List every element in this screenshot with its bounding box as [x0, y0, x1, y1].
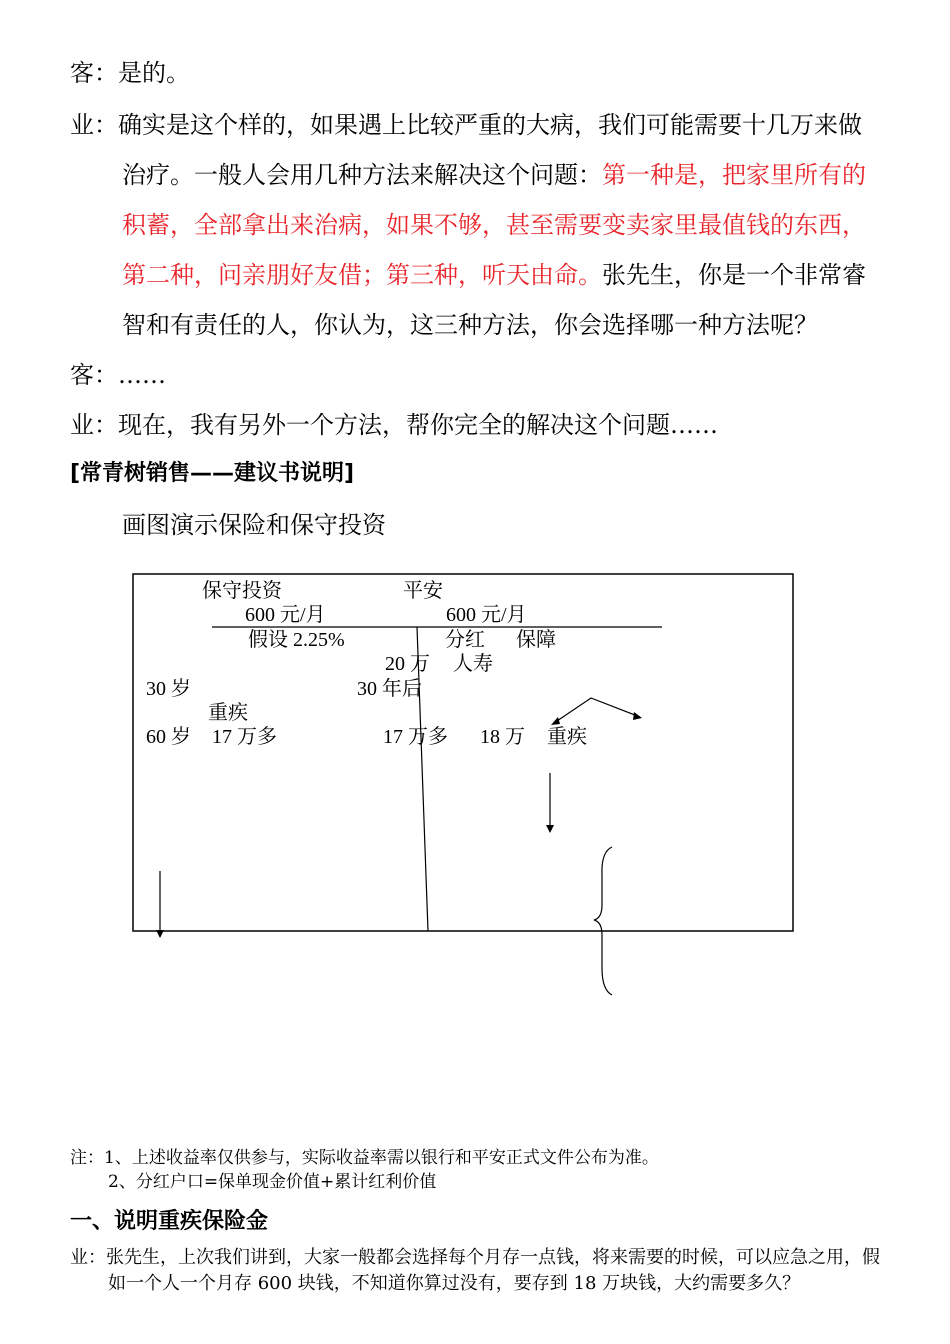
highlight-text: 第一种是，把家里所有的	[602, 161, 866, 189]
split-arrow-head-right	[633, 712, 642, 720]
dialogue-text: 治疗。一般人会用几种方法来解决这个问题：	[122, 161, 602, 189]
down-arrow-head	[546, 825, 554, 833]
dialogue-line-2: 业：确实是这个样的，如果遇上比较严重的大病，我们可能需要十几万来做	[70, 111, 862, 139]
label-monthly-left: 600 元/月	[245, 604, 326, 626]
label-age60: 60 岁	[146, 726, 191, 748]
label-protection: 保障	[516, 629, 556, 651]
section-subtitle: 画图演示保险和保守投资	[122, 511, 386, 539]
section2-paragraph-line-2: 如一个人一个月存 600 块钱，不知道你算过没有，要存到 18 万块钱，大约需要多久？	[108, 1273, 801, 1294]
label-critical-right: 重疾	[547, 726, 587, 748]
dialogue-line-4: 积蓄，全部拿出来治病，如果不够，甚至需要变卖家里最值钱的东西，	[122, 211, 866, 239]
label-18w: 18 万	[480, 726, 525, 748]
label-pingan: 平安	[403, 580, 443, 602]
label-dividend: 分红	[445, 629, 485, 651]
label-monthly-right: 600 元/月	[446, 604, 527, 626]
dialogue-line-1: 客：是的。	[70, 59, 190, 87]
dialogue-line-6: 智和有责任的人，你认为，这三种方法，你会选择哪一种方法呢？	[122, 311, 818, 339]
label-life: 人寿	[453, 653, 493, 675]
note-1: 注：1、上述收益率仅供参与，实际收益率需以银行和平安正式文件公布为准。	[70, 1148, 659, 1168]
dialogue-text: 张先生，你是一个非常睿	[602, 261, 866, 289]
label-rate: 假设 2.25%	[248, 629, 345, 651]
left-arrow-head	[156, 930, 164, 938]
label-left-amount: 17 万多	[212, 726, 277, 748]
label-right-amount: 17 万多	[383, 726, 448, 748]
section-title: [常青树销售——建议书说明]	[70, 461, 355, 486]
dialogue-line-7: 客：……	[70, 361, 166, 389]
label-critical-left: 重疾	[208, 702, 248, 724]
label-age30: 30 岁	[146, 678, 191, 700]
label-conservative-invest: 保守投资	[202, 580, 282, 602]
split-arrow-head-left	[551, 717, 560, 725]
highlight-text: 第二种，问亲朋好友借；第三种，听天由命。	[122, 261, 602, 289]
note-2: 2、分红户口=保单现金价值+累计红利价值	[108, 1172, 437, 1192]
split-arrow	[554, 698, 640, 723]
label-after30: 30 年后	[357, 678, 422, 700]
section2-title: 一、说明重疾保险金	[70, 1209, 269, 1234]
curly-brace	[594, 847, 612, 995]
section2-paragraph-line-1: 业：张先生，上次我们讲到，大家一般都会选择每个月存一点钱，将来需要的时候，可以应急之用，假	[70, 1247, 880, 1268]
dialogue-line-8: 业：现在，我有另外一个方法，帮你完全的解决这个问题……	[70, 411, 718, 439]
label-20w: 20 万	[385, 653, 430, 675]
